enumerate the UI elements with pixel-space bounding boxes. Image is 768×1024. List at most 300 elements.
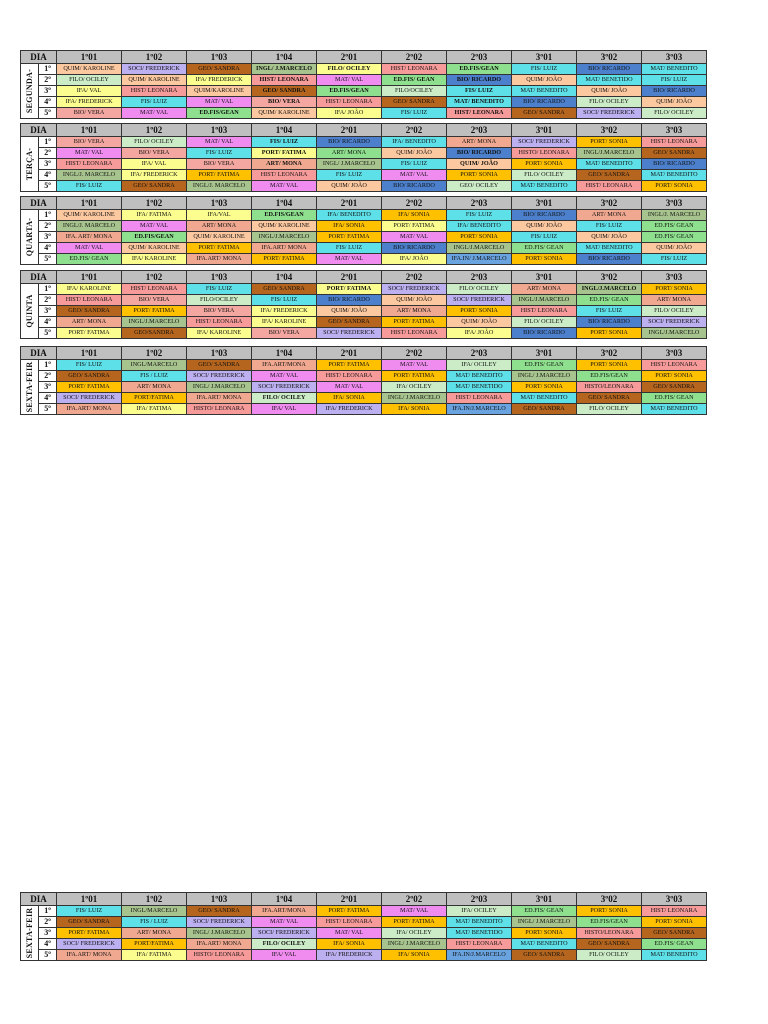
- schedule-cell: FIS/ LUIZ: [187, 148, 252, 159]
- class-column-header: 1º04: [252, 893, 317, 906]
- schedule-table: [20, 892, 707, 961]
- schedule-cell: MAT/ BENETIDO: [447, 382, 512, 393]
- schedule-cell: ART/ MONA: [642, 295, 707, 306]
- period-label: 4º: [39, 939, 57, 950]
- schedule-cell: HIST/ LEONARA: [447, 393, 512, 404]
- period-label: 4º: [39, 97, 57, 108]
- schedule-cell: IFA/ JOÃO: [447, 328, 512, 339]
- period-label: 2º: [39, 917, 57, 928]
- class-column-header: 2º02: [382, 271, 447, 284]
- day-label: [21, 64, 39, 119]
- schedule-cell: MAT/ BENEDITO: [577, 159, 642, 170]
- day-column-header: DIA: [21, 271, 57, 284]
- class-column-header: 2º02: [382, 124, 447, 137]
- class-column-header: 2º02: [382, 51, 447, 64]
- table-row: [21, 64, 707, 75]
- schedule-cell: ART/ MONA: [187, 221, 252, 232]
- schedule-cell: SOCI/ FREDERICK: [122, 64, 187, 75]
- class-column-header: 1º04: [252, 271, 317, 284]
- schedule-cell: QUIM/ KAROLINE: [122, 75, 187, 86]
- period-label: 3º: [39, 159, 57, 170]
- class-column-header: 1º03: [187, 197, 252, 210]
- day-label: [21, 284, 39, 339]
- period-label: 1º: [39, 906, 57, 917]
- schedule-cell: ART/ MONA: [512, 284, 577, 295]
- schedule-cell: MAT/ VAL: [252, 917, 317, 928]
- schedule-cell: INGL/ J.MARCELO: [252, 64, 317, 75]
- schedule-cell: SOCI/ FREDERICK: [382, 284, 447, 295]
- schedule-cell: ART/ MONA: [317, 148, 382, 159]
- class-column-header: 3º01: [512, 197, 577, 210]
- schedule-cell: HIST/ LEONARA: [57, 295, 122, 306]
- schedule-cell: ED.FIS/ GEAN: [382, 75, 447, 86]
- schedule-block: [20, 50, 707, 119]
- schedule-cell: IFA/ SONIA: [317, 393, 382, 404]
- schedule-cell: HISTO/ LEONARA: [187, 950, 252, 961]
- schedule-cell: FIS/ LUIZ: [382, 159, 447, 170]
- schedule-cell: INGL/J.MARCELO: [577, 148, 642, 159]
- schedule-cell: INGL/ J.MARCELO: [317, 159, 382, 170]
- schedule-cell: HIST/ LEONARA: [317, 371, 382, 382]
- schedule-cell: PORT/ SONIA: [512, 254, 577, 265]
- schedule-cell: QUIM/ JOÃO: [382, 295, 447, 306]
- schedule-cell: IFA/ SONIA: [317, 221, 382, 232]
- schedule-cell: IFA/ KAROLINE: [57, 284, 122, 295]
- schedule-cell: MAT/ VAL: [382, 360, 447, 371]
- class-column-header: 2º01: [317, 893, 382, 906]
- schedule-cell: ART/ MONA: [122, 382, 187, 393]
- period-label: 1º: [39, 360, 57, 371]
- schedule-cell: GEO/SANDRA: [122, 328, 187, 339]
- schedule-cell: GEO/ SANDRA: [382, 97, 447, 108]
- schedule-cell: HISTO/LEONARA: [577, 928, 642, 939]
- class-column-header: 1º02: [122, 271, 187, 284]
- schedule-cell: FIS/ LUIZ: [642, 254, 707, 265]
- schedule-cell: INGL/J. MARCELO: [187, 181, 252, 192]
- table-row: [21, 284, 707, 295]
- schedule-cell: IFA/ FATIMA: [122, 404, 187, 415]
- schedule-cell: FILO/ OCILEY: [447, 284, 512, 295]
- period-label: 5º: [39, 181, 57, 192]
- schedule-cell: BIO/ RICARDO: [577, 64, 642, 75]
- schedule-cell: IFA/ FATIMA: [122, 210, 187, 221]
- schedule-cell: HIST/ LEONARA: [382, 64, 447, 75]
- schedule-cell: QUIM/ KAROLINE: [252, 221, 317, 232]
- schedule-cell: ART/ MONA: [57, 317, 122, 328]
- class-column-header: 2º02: [382, 893, 447, 906]
- schedule-cell: FIS/ LUIZ: [57, 906, 122, 917]
- schedule-cell: MAT/ VAL: [317, 928, 382, 939]
- schedule-cell: INGL/ J.MARCELO: [187, 928, 252, 939]
- schedule-table: [20, 50, 707, 119]
- schedule-cell: SOCI/ FREDERICK: [447, 295, 512, 306]
- schedule-cell: FILO/ OCILEY: [252, 939, 317, 950]
- class-column-header: 1º03: [187, 271, 252, 284]
- schedule-cell: BIO/ RICARDO: [512, 210, 577, 221]
- schedule-cell: HIST/ LEONARA: [512, 306, 577, 317]
- period-label: 4º: [39, 393, 57, 404]
- schedule-cell: MAT/ BENEDITO: [512, 86, 577, 97]
- schedule-cell: HIST/ LEONARA: [317, 97, 382, 108]
- schedule-cell: QUIM/ JOÃO: [447, 317, 512, 328]
- class-column-header: 3º02: [577, 271, 642, 284]
- table-row: [21, 243, 707, 254]
- schedule-cell: HIST/ LEONARA: [187, 317, 252, 328]
- schedule-cell: MAT/ VAL: [122, 108, 187, 119]
- schedule-cell: IFA/ FREDERICK: [187, 75, 252, 86]
- schedule-cell: BIO/ RICARDO: [447, 75, 512, 86]
- schedule-cell: FILO/ OCILEY: [577, 97, 642, 108]
- class-column-header: 2º01: [317, 271, 382, 284]
- schedule-cell: GEO/ SANDRA: [577, 939, 642, 950]
- schedule-cell: MAT/ VAL: [382, 906, 447, 917]
- schedule-cell: PORT/ SONIA: [577, 360, 642, 371]
- schedule-cell: IFA/ OCILEY: [447, 360, 512, 371]
- schedule-table: [20, 270, 707, 339]
- schedule-cell: QUIM/ JOÃO: [642, 97, 707, 108]
- period-label: 2º: [39, 221, 57, 232]
- schedule-cell: ED.FIS/GEAN: [577, 371, 642, 382]
- schedule-cell: GEO/ SANDRA: [187, 64, 252, 75]
- schedule-cell: IFA.IN/ J.MARCELO: [447, 254, 512, 265]
- table-row: [21, 360, 707, 371]
- schedule-cell: MAT/ BENETIDO: [577, 75, 642, 86]
- schedule-cell: GEO/ SANDRA: [642, 148, 707, 159]
- schedule-cell: MAT/ BENETIDO: [447, 928, 512, 939]
- schedule-cell: BIO/ VERA: [187, 159, 252, 170]
- schedule-cell: HIST/ LEONARA: [122, 86, 187, 97]
- header-row: [21, 124, 707, 137]
- schedule-cell: BIO/ RICARDO: [642, 86, 707, 97]
- schedule-cell: ED.FIS/ GEAN: [642, 232, 707, 243]
- table-row: [21, 97, 707, 108]
- schedule-cell: QUIM/KAROLINE: [187, 86, 252, 97]
- schedule-cell: INGL/J. MARCELO: [57, 221, 122, 232]
- table-row: [21, 939, 707, 950]
- schedule-cell: GEO/ SANDRA: [252, 284, 317, 295]
- class-column-header: 2º03: [447, 197, 512, 210]
- schedule-cell: IFA.ART/ MONA: [57, 404, 122, 415]
- table-row: [21, 170, 707, 181]
- period-label: 3º: [39, 928, 57, 939]
- schedule-cell: PORT/ SONIA: [642, 181, 707, 192]
- schedule-cell: IFA/ OCILEY: [382, 382, 447, 393]
- schedule-block: [20, 196, 707, 265]
- class-column-header: 3º02: [577, 893, 642, 906]
- day-label: [21, 137, 39, 192]
- schedule-cell: IFA.ART/ MONA: [187, 393, 252, 404]
- schedule-cell: SOCI/ FREDERICK: [252, 382, 317, 393]
- schedule-cell: PORT/ SONIA: [512, 928, 577, 939]
- schedule-cell: FIS/ LUIZ: [512, 64, 577, 75]
- schedule-cell: FIS/ LUIZ: [317, 243, 382, 254]
- schedule-cell: HIST/ LEONARA: [577, 181, 642, 192]
- schedule-cell: MAT/ BENEDITO: [447, 917, 512, 928]
- period-label: 5º: [39, 254, 57, 265]
- schedule-table: [20, 196, 707, 265]
- schedule-cell: INGL/J.MARCELO: [447, 243, 512, 254]
- schedule-cell: PORT/ SONIA: [447, 232, 512, 243]
- schedule-cell: FILO/ OCILEY: [317, 64, 382, 75]
- class-column-header: 3º01: [512, 347, 577, 360]
- schedule-cell: ART/ MONA: [382, 306, 447, 317]
- schedule-cell: IFA/ BENEDITO: [317, 210, 382, 221]
- class-column-header: 1º04: [252, 51, 317, 64]
- schedule-cell: SOCI/ FREDERICK: [57, 393, 122, 404]
- schedule-cell: IFA/ KAROLINE: [187, 328, 252, 339]
- schedule-cell: PORT/FATIMA: [122, 939, 187, 950]
- period-label: 5º: [39, 404, 57, 415]
- schedule-cell: MAT/ VAL: [57, 148, 122, 159]
- schedule-cell: INGL/MARCELO: [122, 906, 187, 917]
- schedule-cell: QUIM/ JOÃO: [512, 75, 577, 86]
- day-label-text: SEGUNDA-: [24, 68, 34, 114]
- schedule-cell: GEO/ SANDRA: [577, 393, 642, 404]
- schedule-cell: BIO/ RICARDO: [382, 243, 447, 254]
- schedule-cell: HIST/ LEONARA: [317, 917, 382, 928]
- schedule-cell: IFA/ SONIA: [317, 939, 382, 950]
- schedule-cell: SOCI/ FREDERICK: [187, 917, 252, 928]
- schedule-cell: PORT/ FATIMA: [57, 382, 122, 393]
- schedule-cell: GEO/ SANDRA: [512, 108, 577, 119]
- period-label: 1º: [39, 284, 57, 295]
- schedule-cell: BIO/ VERA: [122, 295, 187, 306]
- schedule-cell: PORT/ FATIMA: [252, 148, 317, 159]
- schedule-cell: MAT/ BENEDITO: [642, 64, 707, 75]
- schedule-block: [20, 892, 707, 961]
- schedule-cell: GEO/ SANDRA: [187, 906, 252, 917]
- class-column-header: 3º01: [512, 51, 577, 64]
- table-row: [21, 232, 707, 243]
- schedule-cell: FILO/ OCILEY: [512, 317, 577, 328]
- class-column-header: 1º04: [252, 124, 317, 137]
- schedule-cell: IFA/ FREDERICK: [57, 97, 122, 108]
- schedule-cell: FIS/ LUIZ: [577, 221, 642, 232]
- schedule-cell: ED.FIS/GEAN: [187, 108, 252, 119]
- day-label-text: TERÇA-: [24, 147, 34, 181]
- table-row: [21, 210, 707, 221]
- schedule-cell: QUIM/ JOÃO: [642, 243, 707, 254]
- class-column-header: 1º03: [187, 347, 252, 360]
- table-row: [21, 404, 707, 415]
- schedule-cell: SOCI/ FREDERICK: [512, 137, 577, 148]
- schedule-cell: IFA.IN/J.MARCELO: [447, 404, 512, 415]
- header-row: [21, 51, 707, 64]
- class-column-header: 3º01: [512, 271, 577, 284]
- period-label: 2º: [39, 75, 57, 86]
- schedule-cell: IFA/ OCILEY: [447, 906, 512, 917]
- schedule-cell: BIO/ RICARDO: [317, 137, 382, 148]
- schedule-cell: IFA/ FREDERICK: [317, 950, 382, 961]
- class-column-header: 2º03: [447, 347, 512, 360]
- class-column-header: 1º01: [57, 197, 122, 210]
- schedule-cell: PORT/ SONIA: [642, 284, 707, 295]
- schedule-cell: QUIM/ JOÃO: [317, 306, 382, 317]
- period-label: 1º: [39, 64, 57, 75]
- schedule-table: [20, 346, 707, 415]
- schedule-cell: FIS/ LUIZ: [382, 108, 447, 119]
- schedule-cell: QUIM/ JOÃO: [382, 148, 447, 159]
- schedule-cell: GEO/ SANDRA: [642, 928, 707, 939]
- schedule-cell: FIS/ LUIZ: [252, 295, 317, 306]
- schedule-cell: IFA. ART/ MONA: [57, 232, 122, 243]
- class-column-header: 2º01: [317, 124, 382, 137]
- class-column-header: 3º03: [642, 51, 707, 64]
- class-column-header: 1º01: [57, 893, 122, 906]
- schedule-cell: MAT/ VAL: [252, 181, 317, 192]
- class-column-header: 1º02: [122, 893, 187, 906]
- period-label: 5º: [39, 328, 57, 339]
- schedule-cell: IFA.ART/MONA: [252, 360, 317, 371]
- schedule-cell: GEO/ SANDRA: [577, 170, 642, 181]
- class-column-header: 3º02: [577, 124, 642, 137]
- table-row: [21, 137, 707, 148]
- class-column-header: 1º01: [57, 124, 122, 137]
- period-label: 2º: [39, 295, 57, 306]
- schedule-cell: HISTO/ LEONARA: [512, 148, 577, 159]
- schedule-cell: QUIM/ JOÃO: [512, 221, 577, 232]
- header-row: [21, 893, 707, 906]
- class-column-header: 1º01: [57, 271, 122, 284]
- schedule-cell: IFA/ OCILEY: [382, 928, 447, 939]
- schedule-cell: ART/ MONA: [447, 137, 512, 148]
- table-row: [21, 328, 707, 339]
- schedule-cell: IFA/VAL: [187, 210, 252, 221]
- day-label: [21, 360, 39, 415]
- schedule-cell: ED.FIS/GEAN: [447, 64, 512, 75]
- class-column-header: 3º03: [642, 347, 707, 360]
- header-row: [21, 347, 707, 360]
- class-column-header: 3º01: [512, 893, 577, 906]
- schedule-cell: BIO/ RICARDO: [447, 148, 512, 159]
- day-label: [21, 906, 39, 961]
- table-row: [21, 221, 707, 232]
- schedule-cell: ED.FIS/ GEAN: [512, 906, 577, 917]
- schedule-cell: HIST/ LEONARA: [382, 328, 447, 339]
- schedule-cell: FILO/ OCILEY: [252, 393, 317, 404]
- class-column-header: 1º03: [187, 51, 252, 64]
- schedule-cell: SOCI/ FREDERICK: [317, 328, 382, 339]
- period-label: 3º: [39, 232, 57, 243]
- schedule-cell: PORT/ FATIMA: [382, 317, 447, 328]
- schedule-cell: QUIM/ KAROLINE: [122, 243, 187, 254]
- schedule-cell: GEO/ SANDRA: [122, 181, 187, 192]
- schedule-cell: FIS/ LUIZ: [122, 97, 187, 108]
- day-column-header: DIA: [21, 197, 57, 210]
- schedule-cell: INGL/J.MARCELO: [577, 284, 642, 295]
- schedule-cell: BIO/ VERA: [252, 97, 317, 108]
- class-column-header: 1º02: [122, 197, 187, 210]
- schedule-cell: BIO/ RICARDO: [317, 295, 382, 306]
- schedule-cell: INGL/ J.MARCELO: [382, 393, 447, 404]
- schedule-cell: PORT/ FATIMA: [382, 371, 447, 382]
- schedule-cell: FIS/ LUIZ: [252, 137, 317, 148]
- schedule-cell: PORT/ FATIMA: [382, 221, 447, 232]
- class-column-header: 2º03: [447, 124, 512, 137]
- schedule-cell: GEO/ SANDRA: [512, 950, 577, 961]
- schedule-cell: IFA/ VAL: [122, 159, 187, 170]
- class-column-header: 3º03: [642, 124, 707, 137]
- schedule-cell: GEO/ SANDRA: [57, 917, 122, 928]
- schedule-cell: ED.FIS/ GEAN: [512, 360, 577, 371]
- table-row: [21, 928, 707, 939]
- schedule-cell: BIO/ RICARDO: [577, 317, 642, 328]
- schedule-cell: BIO/ VERA: [252, 328, 317, 339]
- table-row: [21, 917, 707, 928]
- schedule-cell: HISTO/ LEONARA: [187, 404, 252, 415]
- schedule-cell: PORT/ FATIMA: [57, 928, 122, 939]
- class-column-header: 3º02: [577, 347, 642, 360]
- period-label: 4º: [39, 243, 57, 254]
- class-column-header: 1º01: [57, 51, 122, 64]
- period-label: 4º: [39, 317, 57, 328]
- schedule-cell: QUIM/ KAROLINE: [187, 232, 252, 243]
- schedule-cell: MAT/ VAL: [317, 382, 382, 393]
- schedule-block: [20, 123, 707, 192]
- schedule-cell: IFA.ART/ MONA: [187, 939, 252, 950]
- schedule-cell: FIS/ LUIZ: [642, 75, 707, 86]
- schedule-cell: BIO/ VERA: [57, 137, 122, 148]
- class-column-header: 1º04: [252, 347, 317, 360]
- schedule-cell: MAT/ VAL: [317, 75, 382, 86]
- schedule-cell: FIS/ LUIZ: [57, 360, 122, 371]
- period-label: 5º: [39, 950, 57, 961]
- schedule-cell: MAT/ BENEDITO: [512, 393, 577, 404]
- schedule-cell: INGL/ J.MARCELO: [382, 939, 447, 950]
- schedule-cell: FILO/OCILEY: [382, 86, 447, 97]
- schedule-cell: QUIM/ KAROLINE: [57, 64, 122, 75]
- schedule-cell: HISTO/LEONARA: [577, 382, 642, 393]
- schedule-cell: BIO/ RICARDO: [512, 97, 577, 108]
- table-row: [21, 75, 707, 86]
- day-column-header: DIA: [21, 347, 57, 360]
- schedule-cell: PORT/ SONIA: [577, 137, 642, 148]
- schedule-cell: ED.FIS/ GEAN: [642, 939, 707, 950]
- class-column-header: 3º03: [642, 197, 707, 210]
- schedule-cell: QUIM/ JOÃO: [447, 159, 512, 170]
- table-row: [21, 108, 707, 119]
- schedule-cell: INGL/J. MARCELO: [642, 210, 707, 221]
- schedule-cell: FILO/ OCILEY: [512, 170, 577, 181]
- schedule-cell: IFA.ART/ MONA: [252, 243, 317, 254]
- schedule-cell: INGL/ J.MARCELO: [187, 382, 252, 393]
- schedule-cell: MAT/ BENEDITO: [642, 404, 707, 415]
- schedule-cell: PORT/ FATIMA: [317, 284, 382, 295]
- schedule-cell: FIS/ LUIZ: [447, 86, 512, 97]
- schedule-cell: PORT/ FATIMA: [187, 243, 252, 254]
- day-column-header: DIA: [21, 893, 57, 906]
- schedule-cell: MAT/ BENEDITO: [512, 939, 577, 950]
- schedule-cell: BIO/ RICARDO: [512, 328, 577, 339]
- schedule-cell: INGL/J.MARCELO: [642, 328, 707, 339]
- schedule-cell: IFA.ART/ MONA: [57, 950, 122, 961]
- class-column-header: 3º03: [642, 271, 707, 284]
- class-column-header: 2º03: [447, 51, 512, 64]
- schedule-cell: PORT/ FATIMA: [252, 254, 317, 265]
- day-label-text: SEXTA-FEIR: [24, 361, 34, 413]
- schedule-cell: PORT/ FATIMA: [317, 232, 382, 243]
- schedule-cell: HIST/ LEONARA: [57, 159, 122, 170]
- schedule-cell: BIO/ RICARDO: [382, 181, 447, 192]
- class-column-header: 1º01: [57, 347, 122, 360]
- period-label: 1º: [39, 210, 57, 221]
- table-row: [21, 317, 707, 328]
- table-row: [21, 950, 707, 961]
- schedule-table: [20, 123, 707, 192]
- class-column-header: 3º02: [577, 51, 642, 64]
- table-row: [21, 181, 707, 192]
- schedule-cell: GEO/ SANDRA: [317, 317, 382, 328]
